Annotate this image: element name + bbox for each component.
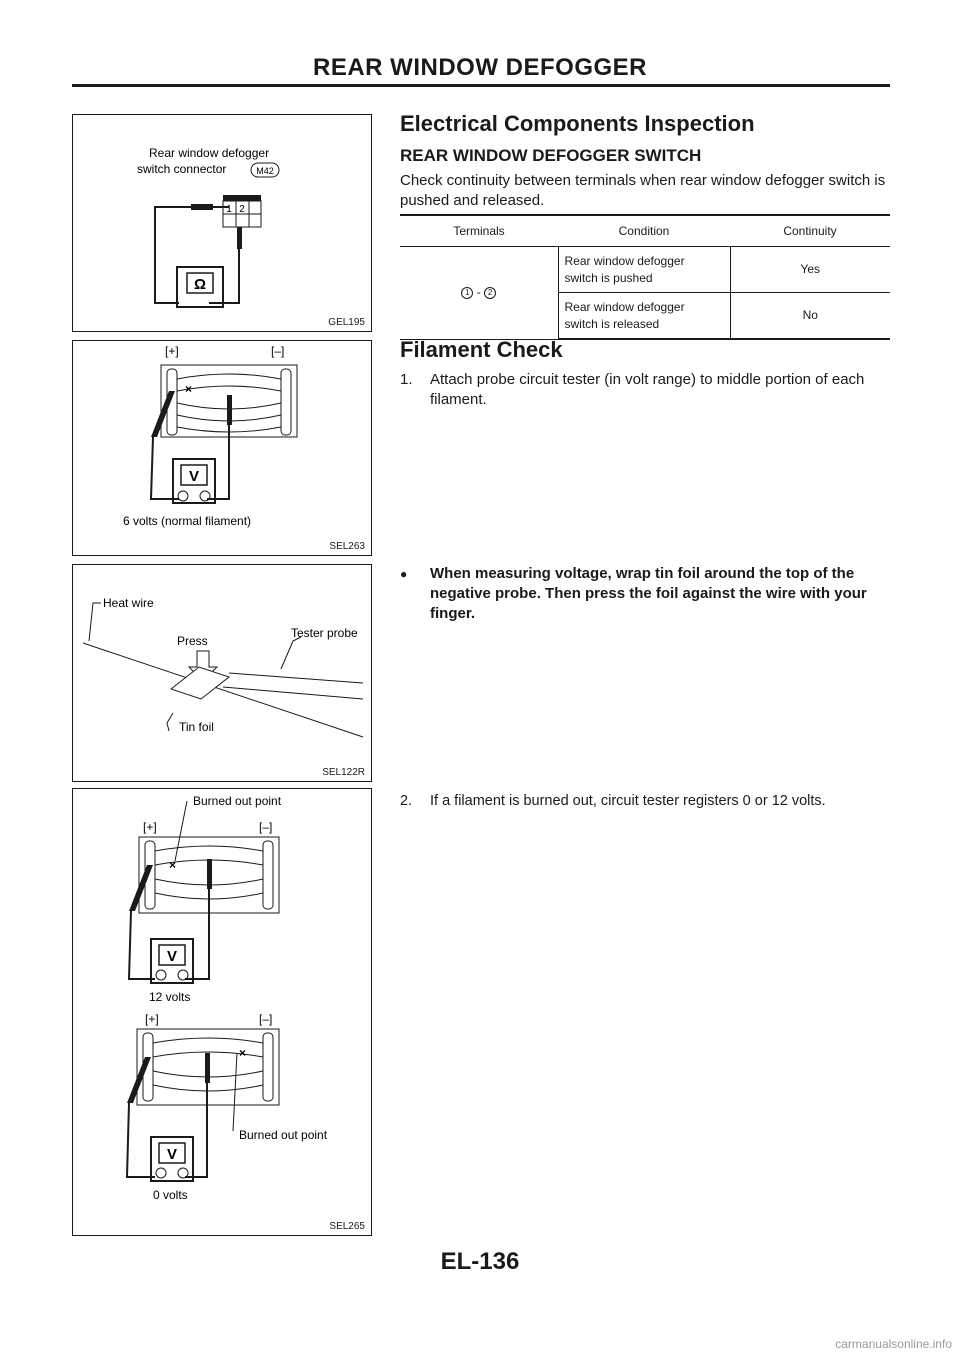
header-rule bbox=[72, 84, 890, 87]
figure-code-sel265: SEL265 bbox=[329, 1221, 365, 1232]
tin-foil-label: Tin foil bbox=[179, 720, 214, 734]
bullet-icon: ● bbox=[400, 567, 408, 581]
figure-tin-foil-probe bbox=[72, 564, 372, 782]
plus-label-bottom: [+] bbox=[145, 1012, 159, 1026]
header-continuity: Continuity bbox=[730, 215, 890, 247]
switch-intro bbox=[400, 171, 890, 211]
header-condition: Condition bbox=[558, 215, 730, 247]
table-row bbox=[400, 247, 890, 293]
connector-id: M42 bbox=[256, 166, 274, 176]
plus-terminal-label: [+] bbox=[165, 344, 179, 358]
step-1 bbox=[400, 370, 890, 410]
terminal-1-marker: 1 bbox=[461, 287, 473, 299]
subsection-title-defogger-switch: REAR WINDOW DEFOGGER SWITCH bbox=[400, 146, 702, 165]
heat-wire bbox=[83, 643, 363, 737]
watermark: carmanualsonline.info bbox=[835, 1337, 952, 1351]
connector-label-line1: Rear window defogger bbox=[149, 146, 270, 160]
volt-symbol: V bbox=[188, 468, 200, 485]
bullet-note-paragraph bbox=[400, 564, 890, 624]
minus-terminal-label: [–] bbox=[271, 344, 285, 358]
condition-cell bbox=[558, 293, 730, 340]
switch-intro-text: Check continuity between terminals when rear window defogger switch is pushed and released. bbox=[400, 172, 886, 209]
figure-normal-filament bbox=[72, 340, 372, 556]
terminal-separator: - bbox=[473, 285, 485, 300]
step-2 bbox=[400, 791, 890, 811]
probe-minus-bottom bbox=[205, 1053, 210, 1083]
section-title-filament-check: Filament Check bbox=[400, 337, 563, 362]
ohm-symbol: Ω bbox=[193, 276, 207, 293]
step-2-paragraph bbox=[400, 791, 890, 811]
terminals-cell bbox=[400, 247, 558, 340]
burned-out-label-bottom: Burned out point bbox=[239, 1128, 328, 1142]
tester-probe-label: Tester probe bbox=[291, 626, 358, 640]
bullet-note bbox=[400, 564, 890, 624]
probe-1-lead bbox=[155, 207, 191, 303]
minus-label-bottom: [–] bbox=[259, 1012, 273, 1026]
step-1-paragraph bbox=[400, 370, 890, 410]
section-electrical-inspection bbox=[400, 111, 890, 137]
probe-plus bbox=[151, 391, 175, 437]
condition-cell bbox=[558, 247, 730, 293]
burned-out-label-top: Burned out point bbox=[193, 794, 282, 808]
step-2-text: If a filament is burned out, circuit tester registers 0 or 12 volts. bbox=[430, 793, 826, 809]
probe-plus-top bbox=[129, 865, 153, 911]
figure-code-sel122r: SEL122R bbox=[322, 767, 365, 778]
terminal-2-marker: 2 bbox=[484, 287, 496, 299]
condition-line1: Rear window defogger bbox=[564, 253, 685, 268]
pin-1-label: 1 bbox=[226, 204, 232, 215]
tin-foil-probe-diagram bbox=[73, 565, 371, 781]
probe-minus-top bbox=[207, 859, 212, 889]
normal-filament-caption: 6 volts (normal filament) bbox=[123, 514, 252, 528]
step-1-number: 1. bbox=[400, 371, 413, 388]
connector-label-line2: switch connector bbox=[137, 162, 227, 176]
burned-mark-top: × bbox=[169, 858, 177, 872]
figure-code-gel195: GEL195 bbox=[328, 317, 365, 328]
zero-volts-caption: 0 volts bbox=[153, 1188, 188, 1202]
condition-line2: switch is released bbox=[564, 316, 660, 331]
figure-code-sel263: SEL263 bbox=[329, 541, 365, 552]
section-title-electrical-inspection: Electrical Components Inspection bbox=[400, 111, 755, 136]
switch-connector-diagram bbox=[73, 115, 371, 331]
section-filament-check bbox=[400, 337, 890, 363]
probe-1 bbox=[191, 204, 213, 210]
pin-2-label: 2 bbox=[239, 204, 245, 215]
press-label: Press bbox=[177, 634, 208, 648]
probe-2 bbox=[237, 227, 242, 249]
table-header-row bbox=[400, 215, 890, 247]
step-2-number: 2. bbox=[400, 793, 413, 809]
subsection-defogger-switch bbox=[400, 146, 890, 166]
tin-foil bbox=[171, 667, 229, 699]
mark-x: × bbox=[185, 382, 193, 396]
figure-switch-connector bbox=[72, 114, 372, 332]
normal-filament-diagram bbox=[73, 341, 371, 555]
burned-out-filament-diagram bbox=[73, 789, 371, 1235]
volt-symbol-bottom: V bbox=[166, 1146, 178, 1163]
heat-wire-label: Heat wire bbox=[103, 596, 154, 610]
continuity-cell: No bbox=[730, 293, 890, 340]
twelve-volts-caption: 12 volts bbox=[149, 990, 191, 1004]
step-1-text: Attach probe circuit tester (in volt range) to middle portion of each filament. bbox=[430, 371, 865, 408]
page-header-title: REAR WINDOW DEFOGGER bbox=[313, 54, 647, 81]
plus-label-top: [+] bbox=[143, 820, 157, 834]
bus-bar-right bbox=[281, 369, 291, 435]
condition-line1: Rear window defogger bbox=[564, 299, 685, 314]
page-number: EL-136 bbox=[440, 1248, 520, 1275]
burned-mark-bottom: × bbox=[239, 1046, 247, 1060]
condition-line2: switch is pushed bbox=[564, 270, 653, 285]
continuity-cell: Yes bbox=[730, 247, 890, 293]
figure-burned-out-filament bbox=[72, 788, 372, 1236]
bullet-note-text: When measuring voltage, wrap tin foil around the top of the negative probe. Then press the foil against the wire with your finger. bbox=[430, 565, 867, 622]
probe-plus-bottom bbox=[127, 1057, 151, 1103]
minus-label-top: [–] bbox=[259, 820, 273, 834]
volt-symbol-top: V bbox=[166, 948, 178, 965]
probe-minus bbox=[227, 395, 232, 425]
header-terminals: Terminals bbox=[400, 215, 558, 247]
connector-latch bbox=[223, 195, 261, 201]
continuity-table bbox=[400, 214, 890, 340]
